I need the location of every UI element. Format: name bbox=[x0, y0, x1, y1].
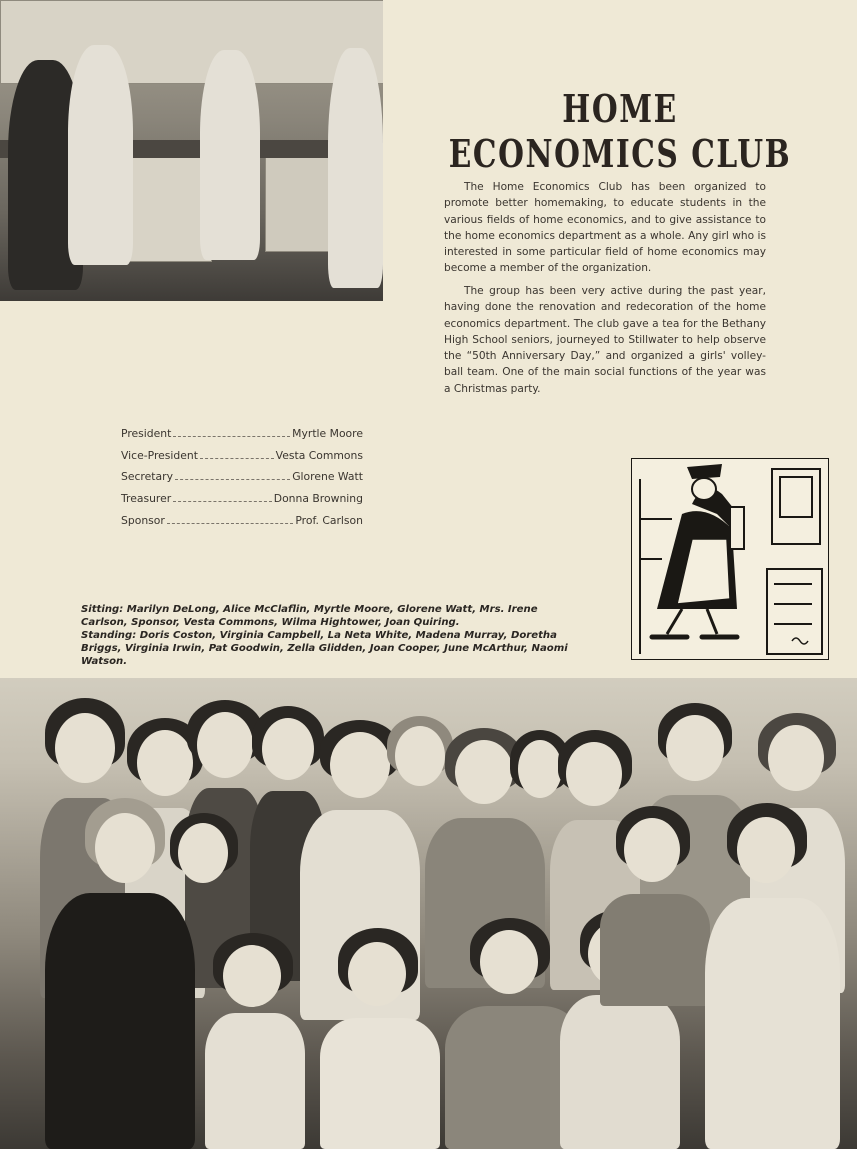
officer-role: President bbox=[121, 427, 172, 440]
officer-name: Donna Browning bbox=[273, 492, 363, 506]
activities-paragraph: The group has been very active during the past year, having done the renovation and redecoration of the home economics department. The club gave a tea for the Bethany High School seniors, journeyed to Stillwater to help observe the “50th Anniversary Day,” and organized a girls' volley-ball team. One of the main social functions of the year was a Christmas party. bbox=[444, 285, 766, 395]
caption-standing: Standing: Doris Coston, Virginia Campbell, La Neta White, Madena Murray, Doretha Briggs, Virginia Irwin, Pat Goodwin, Zella Glidden, Joan Cooper, June McArthur, Naomi Watson. bbox=[81, 630, 568, 668]
officer-role: Secretary bbox=[121, 470, 173, 484]
intro-paragraph: The Home Economics Club has been organized to promote better homemaking, to educate students in the various fields of home economics, and to give assistance to the home economics department as a whole. Any girl who is interested in some particular field of home economics may become a member of the organization. bbox=[444, 181, 766, 275]
officer-name: Prof. Carlson bbox=[295, 513, 363, 527]
officer-name: Vesta Commons bbox=[275, 448, 363, 462]
officer-row bbox=[121, 427, 363, 449]
caption-sitting: Sitting: Marilyn DeLong, Alice McClaflin, Myrtle Moore, Glorene Watt, Mrs. Irene Carlson, Sponsor, Vesta Commons, Wilma Hightower, Joan Quiring. bbox=[81, 604, 538, 629]
officer-row bbox=[121, 470, 363, 492]
cartoon-cook-icon bbox=[631, 458, 829, 660]
officer-row bbox=[121, 514, 363, 536]
page-title: HOME ECONOMICS CLUB bbox=[448, 86, 792, 176]
group-photo bbox=[0, 678, 857, 1149]
officer-name: Glorene Watt bbox=[292, 470, 363, 484]
officer-role: Treasurer bbox=[121, 492, 172, 506]
photo-caption bbox=[81, 603, 571, 668]
officers-list bbox=[121, 427, 363, 535]
kitchen-photo bbox=[0, 0, 383, 301]
officer-row bbox=[121, 449, 363, 471]
officer-row bbox=[121, 492, 363, 514]
officer-name: Myrtle Moore bbox=[292, 427, 363, 440]
officer-role: Sponsor bbox=[121, 513, 165, 527]
officer-role: Vice-President bbox=[121, 448, 198, 462]
